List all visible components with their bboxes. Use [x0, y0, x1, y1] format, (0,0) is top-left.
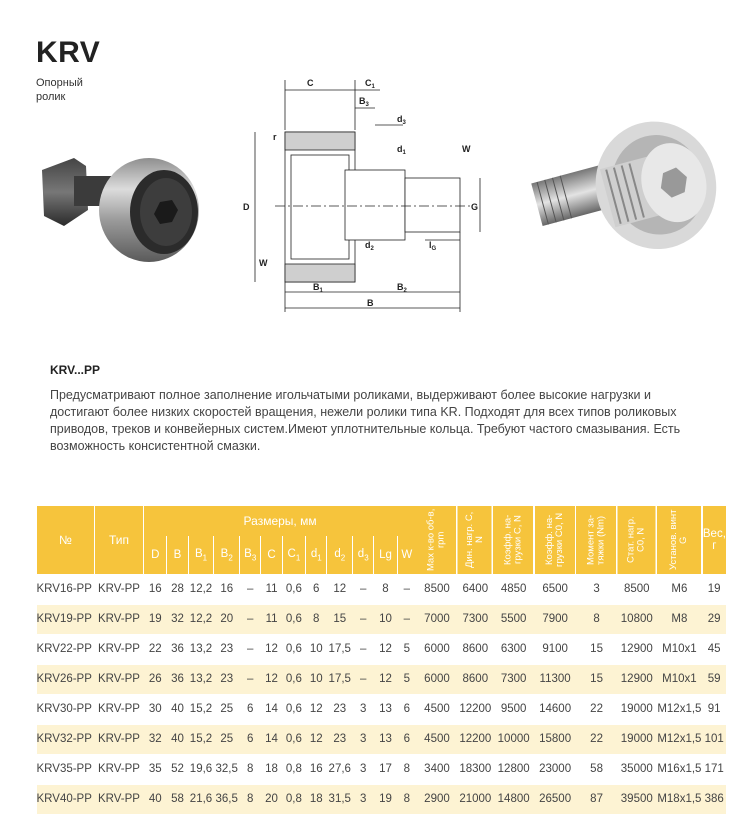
table-cell: KRV-PP — [94, 694, 143, 724]
table-cell: KRV-PP — [94, 784, 143, 814]
table-cell: 5 — [397, 634, 416, 664]
table-row — [37, 664, 727, 694]
table-cell: 31,5 — [327, 784, 353, 814]
table-cell: 9500 — [493, 694, 534, 724]
table-cell: 386 — [702, 784, 726, 814]
table-cell: 12 — [306, 724, 327, 754]
table-cell: 15 — [327, 604, 353, 634]
table-row — [37, 604, 727, 634]
table-cell: 32 — [144, 724, 167, 754]
table-cell: M10x1 — [656, 664, 702, 694]
label-W-top: W — [462, 144, 471, 154]
table-cell: – — [240, 574, 261, 604]
table-cell: 17,5 — [327, 634, 353, 664]
table-cell: 23 — [327, 724, 353, 754]
table-cell: 101 — [702, 724, 726, 754]
table-cell: 6500 — [534, 574, 576, 604]
table-cell: 19,6 — [188, 754, 214, 784]
table-cell: 4500 — [416, 694, 457, 724]
label-B2: $B_2$ — [397, 282, 407, 294]
cam-follower-photo — [34, 140, 204, 280]
table-cell: 7300 — [457, 604, 493, 634]
table-cell: 171 — [702, 754, 726, 784]
col-dimensions: Размеры, мм — [144, 506, 417, 536]
table-cell: 19 — [374, 784, 397, 814]
table-cell: 7000 — [416, 604, 457, 634]
col-torque: Момент за-тяжки (Nm) — [576, 506, 617, 574]
label-D: D — [243, 202, 250, 212]
table-cell: 19 — [144, 604, 167, 634]
table-cell: 14 — [261, 724, 282, 754]
table-cell: 11 — [261, 574, 282, 604]
col-stat-load: Стат. нагр. C0, N — [617, 506, 656, 574]
section-description: Предусматривают полное заполнение игольчатыми роликами, выдерживают более высокие нагрузки и достигают более низких скоростей вращения, нежели ролики типа KR. Подходят для всех типов роликовых приводов, треков и конвейерных систем.Имеют уплотнительные кольца. Требуют частого смазывания. Есть возможность консистентной смазки. — [50, 388, 681, 453]
table-cell: 6300 — [493, 634, 534, 664]
table-cell: 58 — [167, 784, 188, 814]
table-cell: 6 — [306, 574, 327, 604]
table-cell: 13,2 — [188, 634, 214, 664]
table-cell: 25 — [214, 724, 240, 754]
col-d1: $d_1$ — [306, 536, 327, 574]
table-cell: 10 — [306, 634, 327, 664]
table-cell: 12800 — [493, 754, 534, 784]
table-cell: 15,2 — [188, 694, 214, 724]
cam-follower-cutaway-photo — [530, 120, 720, 290]
table-cell: 10 — [374, 604, 397, 634]
table-cell: 12 — [327, 574, 353, 604]
table-cell: 17,5 — [327, 664, 353, 694]
table-cell: 17 — [374, 754, 397, 784]
col-B: B — [167, 536, 188, 574]
table-cell: 22 — [144, 634, 167, 664]
table-cell: 26500 — [534, 784, 576, 814]
col-d2: $d_2$ — [327, 536, 353, 574]
label-W-bottom: W — [259, 258, 268, 268]
table-cell: 29 — [702, 604, 726, 634]
table-cell: 40 — [167, 724, 188, 754]
table-cell: 21,6 — [188, 784, 214, 814]
label-d3: $d_3$ — [397, 114, 406, 126]
table-cell: 10000 — [493, 724, 534, 754]
label-C1: $C_1$ — [365, 78, 375, 90]
table-cell: 22 — [576, 724, 617, 754]
col-Lg: Lg — [374, 536, 397, 574]
table-cell: 35 — [144, 754, 167, 784]
table-cell: – — [353, 634, 374, 664]
table-cell: 13,2 — [188, 664, 214, 694]
table-cell: KRV-PP — [94, 634, 143, 664]
table-cell: 3 — [576, 574, 617, 604]
table-cell: 12 — [306, 694, 327, 724]
table-cell: M10x1 — [656, 634, 702, 664]
table-cell: 11 — [261, 604, 282, 634]
table-cell: M6 — [656, 574, 702, 604]
table-cell: 91 — [702, 694, 726, 724]
table-cell: KRV-PP — [94, 664, 143, 694]
table-cell: 12,2 — [188, 574, 214, 604]
table-cell: KRV30-PP — [37, 694, 95, 724]
table-cell: 23 — [214, 634, 240, 664]
table-cell: 8600 — [457, 664, 493, 694]
table-cell: KRV32-PP — [37, 724, 95, 754]
label-B1: $B_1$ — [313, 282, 323, 294]
table-cell: 12900 — [617, 634, 656, 664]
table-cell: 6 — [397, 694, 416, 724]
table-cell: 3 — [353, 694, 374, 724]
table-row — [37, 754, 727, 784]
table-cell: 13 — [374, 694, 397, 724]
table-cell: KRV16-PP — [37, 574, 95, 604]
table-cell: 40 — [167, 694, 188, 724]
table-cell: 3 — [353, 724, 374, 754]
table-cell: 23 — [214, 664, 240, 694]
table-cell: KRV19-PP — [37, 604, 95, 634]
table-cell: KRV26-PP — [37, 664, 95, 694]
table-cell: M16x1,5 — [656, 754, 702, 784]
table-cell: 8 — [397, 754, 416, 784]
table-cell: 45 — [702, 634, 726, 664]
table-cell: 8 — [240, 754, 261, 784]
table-cell: 7300 — [493, 664, 534, 694]
table-cell: 9100 — [534, 634, 576, 664]
table-cell: 12200 — [457, 724, 493, 754]
table-cell: M8 — [656, 604, 702, 634]
table-cell: 0,6 — [282, 634, 305, 664]
table-cell: 8 — [374, 574, 397, 604]
table-cell: – — [397, 604, 416, 634]
table-cell: 14800 — [493, 784, 534, 814]
table-cell: 10800 — [617, 604, 656, 634]
label-d1: $d_1$ — [397, 144, 406, 156]
table-cell: KRV22-PP — [37, 634, 95, 664]
table-cell: 19000 — [617, 724, 656, 754]
table-cell: 5500 — [493, 604, 534, 634]
table-cell: 10 — [306, 664, 327, 694]
table-cell: 6 — [240, 724, 261, 754]
table-cell: 11300 — [534, 664, 576, 694]
label-d2: $d_2$ — [365, 240, 374, 252]
col-B3: $B_3$ — [240, 536, 261, 574]
table-cell: 18300 — [457, 754, 493, 784]
col-no: № — [37, 506, 95, 574]
table-cell: 0,8 — [282, 784, 305, 814]
table-cell: 20 — [214, 604, 240, 634]
col-C: C — [261, 536, 282, 574]
table-cell: 15,2 — [188, 724, 214, 754]
table-cell: 18 — [261, 754, 282, 784]
table-cell: 8 — [397, 784, 416, 814]
table-cell: 6 — [397, 724, 416, 754]
table-cell: 4500 — [416, 724, 457, 754]
table-cell: 0,6 — [282, 664, 305, 694]
table-cell: 15 — [576, 634, 617, 664]
table-cell: 52 — [167, 754, 188, 784]
table-cell: 13 — [374, 724, 397, 754]
col-screw: Установ. винт G — [656, 506, 702, 574]
table-cell: 14600 — [534, 694, 576, 724]
label-r: r — [273, 132, 277, 142]
table-cell: 36,5 — [214, 784, 240, 814]
table-cell: 58 — [576, 754, 617, 784]
table-cell: 12 — [374, 634, 397, 664]
col-type: Тип — [94, 506, 143, 574]
table-row — [37, 634, 727, 664]
table-cell: – — [240, 604, 261, 634]
table-cell: KRV35-PP — [37, 754, 95, 784]
product-subtitle: Опорный ролик — [36, 77, 83, 103]
table-cell: 20 — [261, 784, 282, 814]
table-cell: 8 — [576, 604, 617, 634]
col-coef-c: Коэфф. на-грузки C, N — [493, 506, 534, 574]
table-cell: 30 — [144, 694, 167, 724]
label-B: B — [367, 298, 374, 308]
table-cell: 12,2 — [188, 604, 214, 634]
table-cell: KRV-PP — [94, 754, 143, 784]
table-cell: 0,6 — [282, 694, 305, 724]
table-cell: 5 — [397, 664, 416, 694]
table-cell: 16 — [144, 574, 167, 604]
table-cell: 12 — [261, 664, 282, 694]
table-cell: 8 — [306, 604, 327, 634]
table-cell: – — [240, 634, 261, 664]
col-W: W — [397, 536, 416, 574]
table-cell: 6 — [240, 694, 261, 724]
table-cell: 25 — [214, 694, 240, 724]
col-C1: $C_1$ — [282, 536, 305, 574]
spec-table-body — [37, 574, 727, 814]
table-cell: 36 — [167, 634, 188, 664]
col-coef-c0: Коэфф. на-грузки C0, N — [534, 506, 576, 574]
table-cell: 16 — [306, 754, 327, 784]
table-cell: 35000 — [617, 754, 656, 784]
table-cell: M12x1,5 — [656, 724, 702, 754]
table-cell: 0,6 — [282, 604, 305, 634]
table-cell: – — [353, 664, 374, 694]
technical-drawing — [225, 70, 495, 320]
label-G: G — [471, 202, 479, 212]
table-cell: – — [353, 574, 374, 604]
table-cell: 3400 — [416, 754, 457, 784]
table-cell: 23000 — [534, 754, 576, 784]
col-D: D — [144, 536, 167, 574]
label-B3: $B_3$ — [359, 96, 369, 108]
table-cell: – — [353, 604, 374, 634]
table-row — [37, 784, 727, 814]
table-cell: 12 — [374, 664, 397, 694]
col-B2: $B_2$ — [214, 536, 240, 574]
table-cell: – — [397, 574, 416, 604]
table-cell: 32,5 — [214, 754, 240, 784]
table-cell: 14 — [261, 694, 282, 724]
table-row — [37, 694, 727, 724]
table-cell: KRV40-PP — [37, 784, 95, 814]
table-cell: 0,8 — [282, 754, 305, 784]
table-cell: 36 — [167, 664, 188, 694]
table-cell: 8600 — [457, 634, 493, 664]
table-cell: 23 — [327, 694, 353, 724]
col-dyn-load: Дин. нагр. C, N — [457, 506, 493, 574]
table-row — [37, 724, 727, 754]
product-title: KRV — [36, 36, 101, 69]
col-d3: $d_3$ — [353, 536, 374, 574]
table-cell: 22 — [576, 694, 617, 724]
table-cell: 15 — [576, 664, 617, 694]
table-cell: 59 — [702, 664, 726, 694]
table-cell: 27,6 — [327, 754, 353, 784]
spec-table — [36, 506, 726, 815]
table-cell: 39500 — [617, 784, 656, 814]
table-cell: 7900 — [534, 604, 576, 634]
table-cell: 19 — [702, 574, 726, 604]
table-cell: – — [240, 664, 261, 694]
table-cell: 12 — [261, 634, 282, 664]
table-cell: KRV-PP — [94, 604, 143, 634]
table-cell: 6400 — [457, 574, 493, 604]
table-cell: 0,6 — [282, 574, 305, 604]
col-weight: Вес, г — [702, 506, 726, 574]
label-lG: $l_G$ — [429, 240, 437, 252]
table-cell: 8500 — [416, 574, 457, 604]
table-cell: 6000 — [416, 664, 457, 694]
table-cell: 8500 — [617, 574, 656, 604]
table-cell: 15800 — [534, 724, 576, 754]
table-cell: 4850 — [493, 574, 534, 604]
col-B1: $B_1$ — [188, 536, 214, 574]
table-cell: 40 — [144, 784, 167, 814]
table-cell: 19000 — [617, 694, 656, 724]
table-cell: 28 — [167, 574, 188, 604]
table-cell: 18 — [306, 784, 327, 814]
table-cell: KRV-PP — [94, 574, 143, 604]
table-cell: 6000 — [416, 634, 457, 664]
table-cell: M12x1,5 — [656, 694, 702, 724]
table-cell: 32 — [167, 604, 188, 634]
table-cell: KRV-PP — [94, 724, 143, 754]
table-cell: 2900 — [416, 784, 457, 814]
table-cell: 8 — [240, 784, 261, 814]
table-cell: 3 — [353, 754, 374, 784]
table-cell: 87 — [576, 784, 617, 814]
table-cell: 12900 — [617, 664, 656, 694]
table-cell: 0,6 — [282, 724, 305, 754]
table-cell: 12200 — [457, 694, 493, 724]
label-C: C — [307, 78, 314, 88]
col-max-rpm: Max к-во об-в, rpm — [416, 506, 457, 574]
table-row — [37, 574, 727, 604]
table-cell: M18x1,5 — [656, 784, 702, 814]
table-cell: 16 — [214, 574, 240, 604]
table-cell: 26 — [144, 664, 167, 694]
section-title: KRV...PP — [50, 363, 101, 377]
table-cell: 3 — [353, 784, 374, 814]
table-cell: 21000 — [457, 784, 493, 814]
